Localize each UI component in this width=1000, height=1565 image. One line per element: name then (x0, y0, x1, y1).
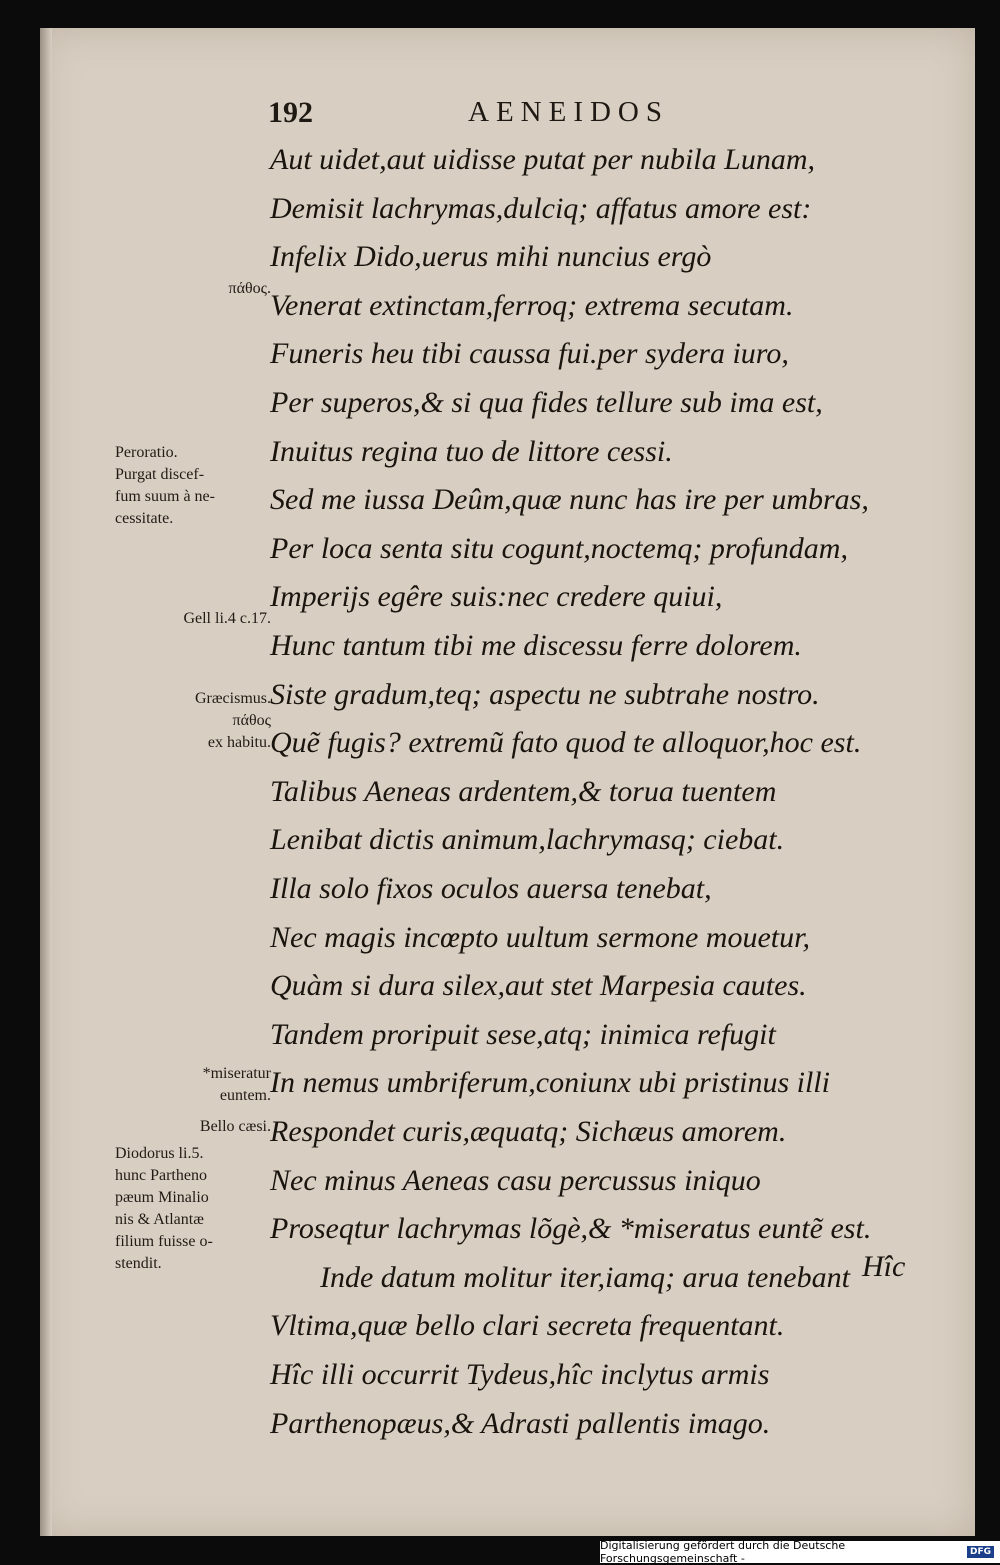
verse-line: Venerat extinctam,ferroq; extrema secutam. (270, 288, 794, 322)
verse-line: Funeris heu tibi caussa fui.per sydera iuro, (270, 337, 789, 371)
verse-line: Vltima,quæ bello clari secreta frequentant. (270, 1309, 785, 1343)
verse-line: Illa solo fixos oculos auersa tenebat, (270, 872, 712, 905)
verse-line: Demisit lachrymas,dulciq; affatus amore est: (270, 191, 812, 225)
book-page (40, 28, 975, 1536)
margin-note-line: πάθος. (228, 280, 271, 297)
verse-line: Quẽ fugis? extremũ fato quod te alloquor,hoc est. (270, 726, 862, 760)
margin-note-line: Purgat discef- (115, 466, 205, 483)
verse-line: In nemus umbriferum,coniunx ubi pristinus illi (270, 1066, 830, 1100)
verse-line: Inde datum molitur iter,iamq; arua tenebant (320, 1260, 850, 1294)
verse-line: Respondet curis,æquatq; Sichæus amorem. (270, 1115, 787, 1148)
verse-line: Proseqtur lachrymas lõgè,& *miseratus euntẽ est. (270, 1212, 872, 1246)
verse-line: Inuitus regina tuo de littore cessi. (270, 434, 673, 468)
page-number: 192 (268, 96, 313, 129)
margin-note (115, 1116, 271, 1138)
verse-line: Per loca senta situ cogunt,noctemq; profundam, (270, 531, 848, 565)
margin-note-line: Diodorus li.5. (115, 1145, 204, 1162)
verse-line: Sed me iussa Deûm,quæ nunc has ire per umbras, (270, 483, 869, 517)
margin-note-line: *miseratur (202, 1065, 271, 1082)
verse-line: Hîc illi occurrit Tydeus,hîc inclytus armis (270, 1358, 770, 1391)
verse-line: Tandem proripuit sese,atq; inimica refugit (270, 1017, 776, 1051)
margin-note-line: hunc Partheno (115, 1167, 207, 1184)
margin-note-line: fum suum à ne- (115, 488, 215, 505)
margin-note-line: Bello cæsi. (199, 1118, 271, 1135)
margin-note-line: stendit. (115, 1255, 162, 1272)
verse-line: Parthenopæus,& Adrasti pallentis imago. (270, 1406, 771, 1440)
margin-note-line: filium fuisse o- (115, 1233, 213, 1250)
verse-line: Nec minus Aeneas casu percussus iniquo (270, 1163, 761, 1197)
margin-note (115, 1143, 271, 1275)
footer-text: Digitalisierung gefördert durch die Deutsche Forschungsgemeinschaft - (600, 1539, 846, 1565)
verse-line: Per superos,& si qua fides tellure sub ima est, (270, 386, 823, 419)
margin-note-line: Gell li.4 c.17. (183, 610, 271, 627)
margin-note (115, 608, 271, 630)
margin-note-line: Peroratio. (115, 444, 178, 461)
page-header (268, 96, 768, 136)
margin-note (115, 442, 271, 530)
margin-note (115, 278, 271, 300)
verse-line: Infelix Dido,uerus mihi nuncius ergò (270, 240, 712, 274)
running-title: AENEIDOS (468, 96, 669, 128)
verse-line: Quàm si dura silex,aut stet Marpesia cautes. (270, 969, 807, 1003)
margin-note-line: pæum Minalio (115, 1189, 209, 1206)
verse-line: Imperijs egêre suis:nec credere quiui, (270, 580, 723, 614)
verse-line: Aut uidet,aut uidisse putat per nubila Lunam, (270, 143, 815, 176)
verse-line: Talibus Aeneas ardentem,& torua tuentem (270, 774, 777, 808)
dfg-logo: DFG (967, 1546, 994, 1558)
catchword: Hîc (862, 1250, 906, 1283)
margin-note-line: euntem. (219, 1087, 271, 1104)
digitization-footer (600, 1541, 1000, 1563)
verse-line: Siste gradum,teq; aspectu ne subtrahe nostro. (270, 677, 820, 711)
margin-note (115, 688, 271, 754)
margin-note (115, 1063, 271, 1107)
verse-line: Nec magis incœpto uultum sermone mouetur, (270, 920, 810, 954)
margin-note-line: nis & Atlantæ (115, 1211, 204, 1228)
margin-note-line: Græcismus. (195, 690, 271, 707)
margin-note-line: ex habitu. (207, 734, 271, 751)
verse-line: Hunc tantum tibi me discessu ferre dolorem. (270, 629, 802, 662)
margin-note-line: cessitate. (115, 510, 174, 527)
verse-line: Lenibat dictis animum,lachrymasq; ciebat. (270, 823, 785, 857)
margin-note-line: πάθος (232, 712, 271, 729)
